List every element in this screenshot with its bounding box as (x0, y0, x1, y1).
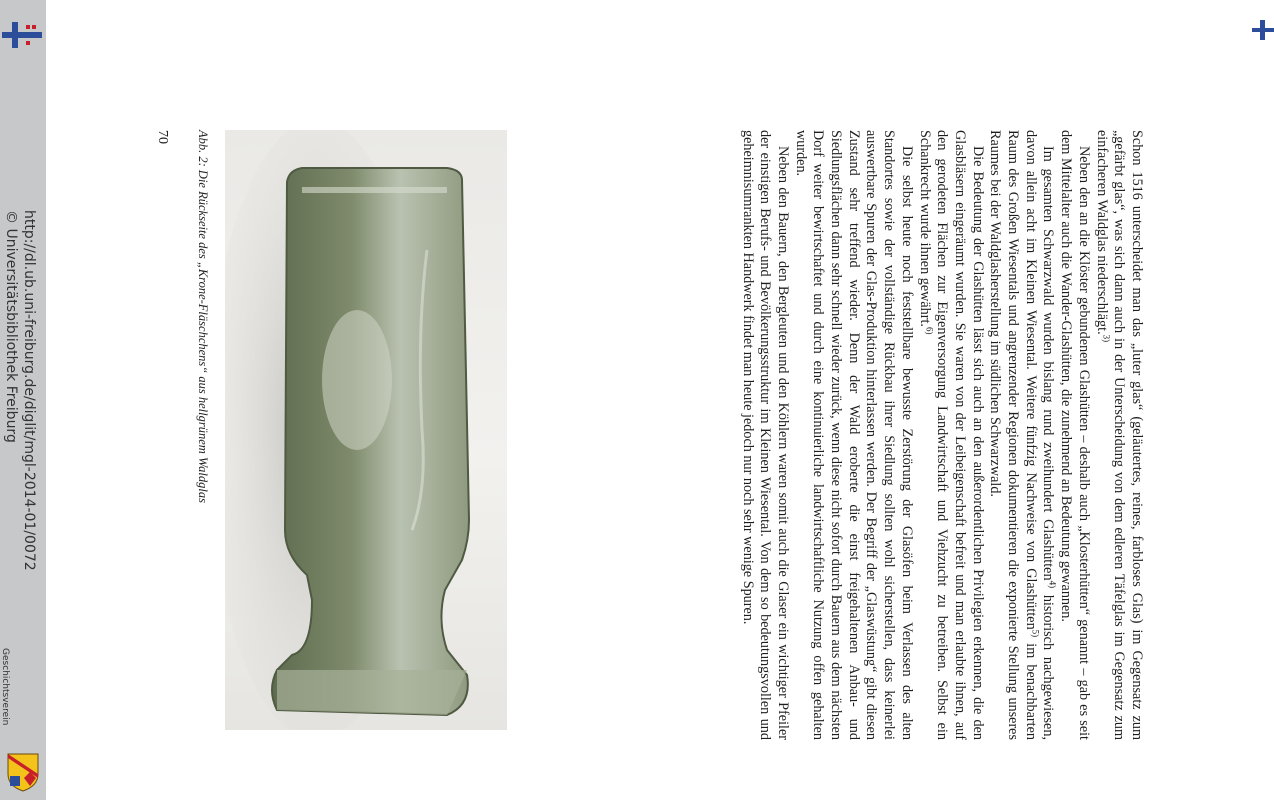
ub-freiburg-logo-icon (2, 22, 42, 48)
page-edge-mark-icon (1252, 20, 1274, 40)
society-crest-icon (6, 752, 40, 792)
source-url-block (2, 210, 38, 571)
paragraph-1: Schon 1516 unterscheidet man das „luter glas“ (geläutertes, reines, farbloses Glas) im Gegensatz zum „gefärbt glas“, was sich dann auch in der Unterscheidung von dem edleren Täfelglas im Gegensatz zum einfacheren Waldglas niederschlägt.$^{3)}$ (1093, 130, 1145, 740)
rotated-book-page (145, 130, 1145, 750)
figure-photo (225, 130, 507, 730)
body-text (738, 130, 1145, 740)
page-number: 70 (155, 130, 170, 144)
copyright-line: © Universitätsbibliothek Freiburg (3, 210, 19, 443)
source-url[interactable]: http://dl.ub.uni-freiburg.de/diglit/mgl-2014-01/0072 (21, 210, 37, 571)
glass-bottle-photo (225, 130, 507, 730)
figure-caption: Abb. 2: Die Rückseite des „Krone-Fläschchens“ aus hellgrünem Waldglas (196, 130, 210, 503)
society-line-1: Geschichtsverein (0, 648, 10, 726)
paragraph-4: Die Bedeutung der Glashütten lässt sich auch an den außerordentlichen Privilegien erkennen, die den Glasbläsern eingeräumt wurden. Sie waren von der Leibeigenschaft befreit und man erlaubte ihnen, auf den gerodeten Flächen zur Eigenversorgung Landwirtschaft und Viehzucht zu betreiben. Selbst ein Schankrecht wurde ihnen gewährt.$^{6)}$ (916, 130, 986, 740)
paragraph-2: Neben den an die Klöster gebundenen Glashütten – deshalb auch „Klosterhütten“ genannt – gab es seit dem Mittelalter auch die Wander-Glashütten, die zunehmend an Bedeutung gewannen. (1058, 130, 1092, 740)
paragraph-3: Im gesamten Schwarzwald wurden bislang rund zweihundert Glashütten$^{4)}$ historisch nachgewiesen, davon allein acht im Kleinen Wiesental. Weitere fünfzig Nachweise von Glashütten$^{5)}$ im benachbarten Raum des Großen Wiesentals und angrenzender Regionen dokumentieren die exponierte Stellung unseres Raumes bei der Waldglasherstellung im südlichen Schwarzwald. (987, 130, 1059, 740)
paragraph-6: Neben den Bauern, den Bergleuten und den Köhlern waren somit auch die Glaser ein wichtiger Pfeiler der einstigen Berufs- und Bevölkerungsstruktur im Kleinen Wiesental. Von dem so bedeutungsvollen und geheimnisumrankten Handwerk findet man heute jedoch nur noch sehr wenige Spuren. (739, 130, 791, 740)
society-label (0, 648, 10, 739)
paragraph-5: Die selbst heute noch feststellbare bewusste Zerstörung der Glasöfen beim Verlassen des alten Standortes sowie der vollständige Rückbau ihrer Siedlung sollten wohl sicherstellen, dass keinerlei auswertbare Spuren der Glas-Produktion hinterlassen werden. Der Begriff der „Glaswüstung“ gibt diesen Zustand sehr treffend wieder. Denn der Wald eroberte die einst freigehaltenen Anbau- und Siedlungsflächen dann sehr schnell wieder zurück, wenn diese nicht sofort durch Bauern aus dem nächsten Dorf weiter bewirtschaftet und durch eine kontinuierliche landwirtschaftliche Nutzung offen gehalten wurden. (792, 130, 915, 740)
